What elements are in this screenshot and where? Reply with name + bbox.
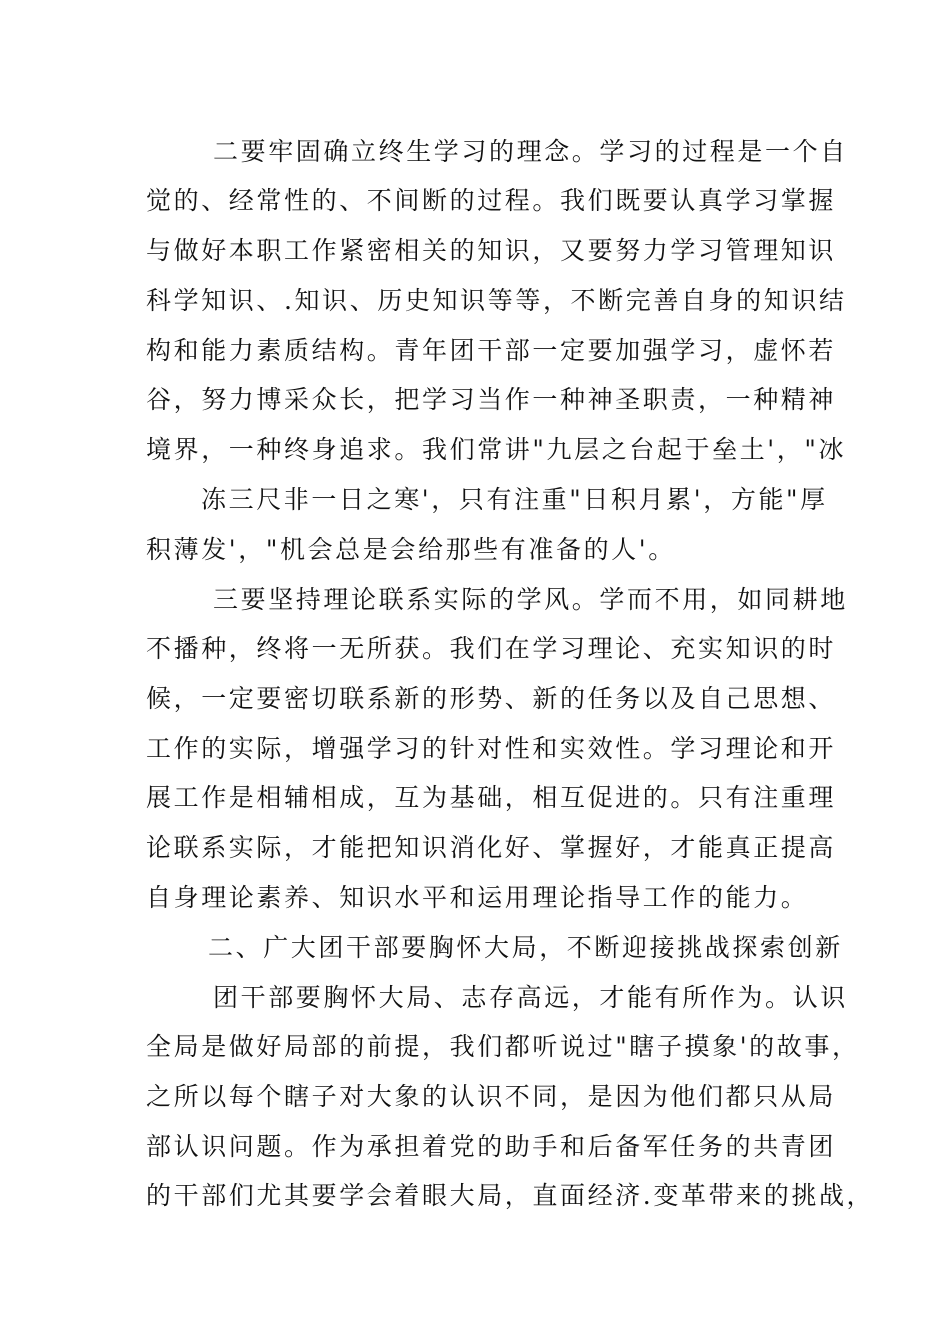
text-line: 自身理论素养、知识水平和运用理论指导工作的能力。 [146, 883, 809, 912]
text-line: 科学知识、.知识、历史知识等等，不断完善自身的知识结 [146, 286, 847, 315]
text-line: 的干部们尤其要学会着眼大局，直面经济.变革带来的挑战， [146, 1181, 875, 1210]
text-line: 二要牢固确立终生学习的理念。学习的过程是一个自 [213, 137, 848, 166]
text-line: 构和能力素质结构。青年团干部一定要加强学习，虚怀若 [146, 336, 837, 365]
text-line: 团干部要胸怀大局、志存高远，才能有所作为。认识 [213, 983, 848, 1012]
text-line: 候，一定要密切联系新的形势、新的任务以及自己思想、 [146, 684, 837, 713]
section-heading: 二、广大团干部要胸怀大局，不断迎接挑战探索创新 [208, 933, 843, 962]
text-line: 之所以每个瞎子对大象的认识不同，是因为他们都只从局 [146, 1082, 837, 1111]
text-line: 谷，努力博采众长，把学习当作一种神圣职责，一种精神 [146, 385, 837, 414]
text-line: 工作的实际，增强学习的针对性和实效性。学习理论和开 [146, 734, 837, 763]
text-line: 与做好本职工作紧密相关的知识，又要努力学习管理知识 [146, 236, 837, 265]
text-line: 部认识问题。作为承担着党的助手和后备军任务的共青团 [146, 1132, 837, 1161]
text-line: 冻三尺非一日之寒'，只有注重"日积月累'，方能"厚 [201, 485, 828, 514]
text-line: 论联系实际，才能把知识消化好、掌握好，才能真正提高 [146, 833, 837, 862]
text-line: 全局是做好局部的前提，我们都听说过"瞎子摸象'的故事， [146, 1032, 860, 1061]
text-line: 三要坚持理论联系实际的学风。学而不用，如同耕地 [213, 585, 848, 614]
text-line: 境界，一种终身追求。我们常讲"九层之台起于垒土'，"冰 [146, 435, 847, 464]
text-line: 不播种，终将一无所获。我们在学习理论、充实知识的时 [146, 634, 837, 663]
text-line: 觉的、经常性的、不间断的过程。我们既要认真学习掌握 [146, 186, 837, 215]
text-line: 展工作是相辅相成，互为基础，相互促进的。只有注重理 [146, 783, 837, 812]
text-line: 积薄发'，"机会总是会给那些有准备的人'。 [146, 535, 676, 564]
